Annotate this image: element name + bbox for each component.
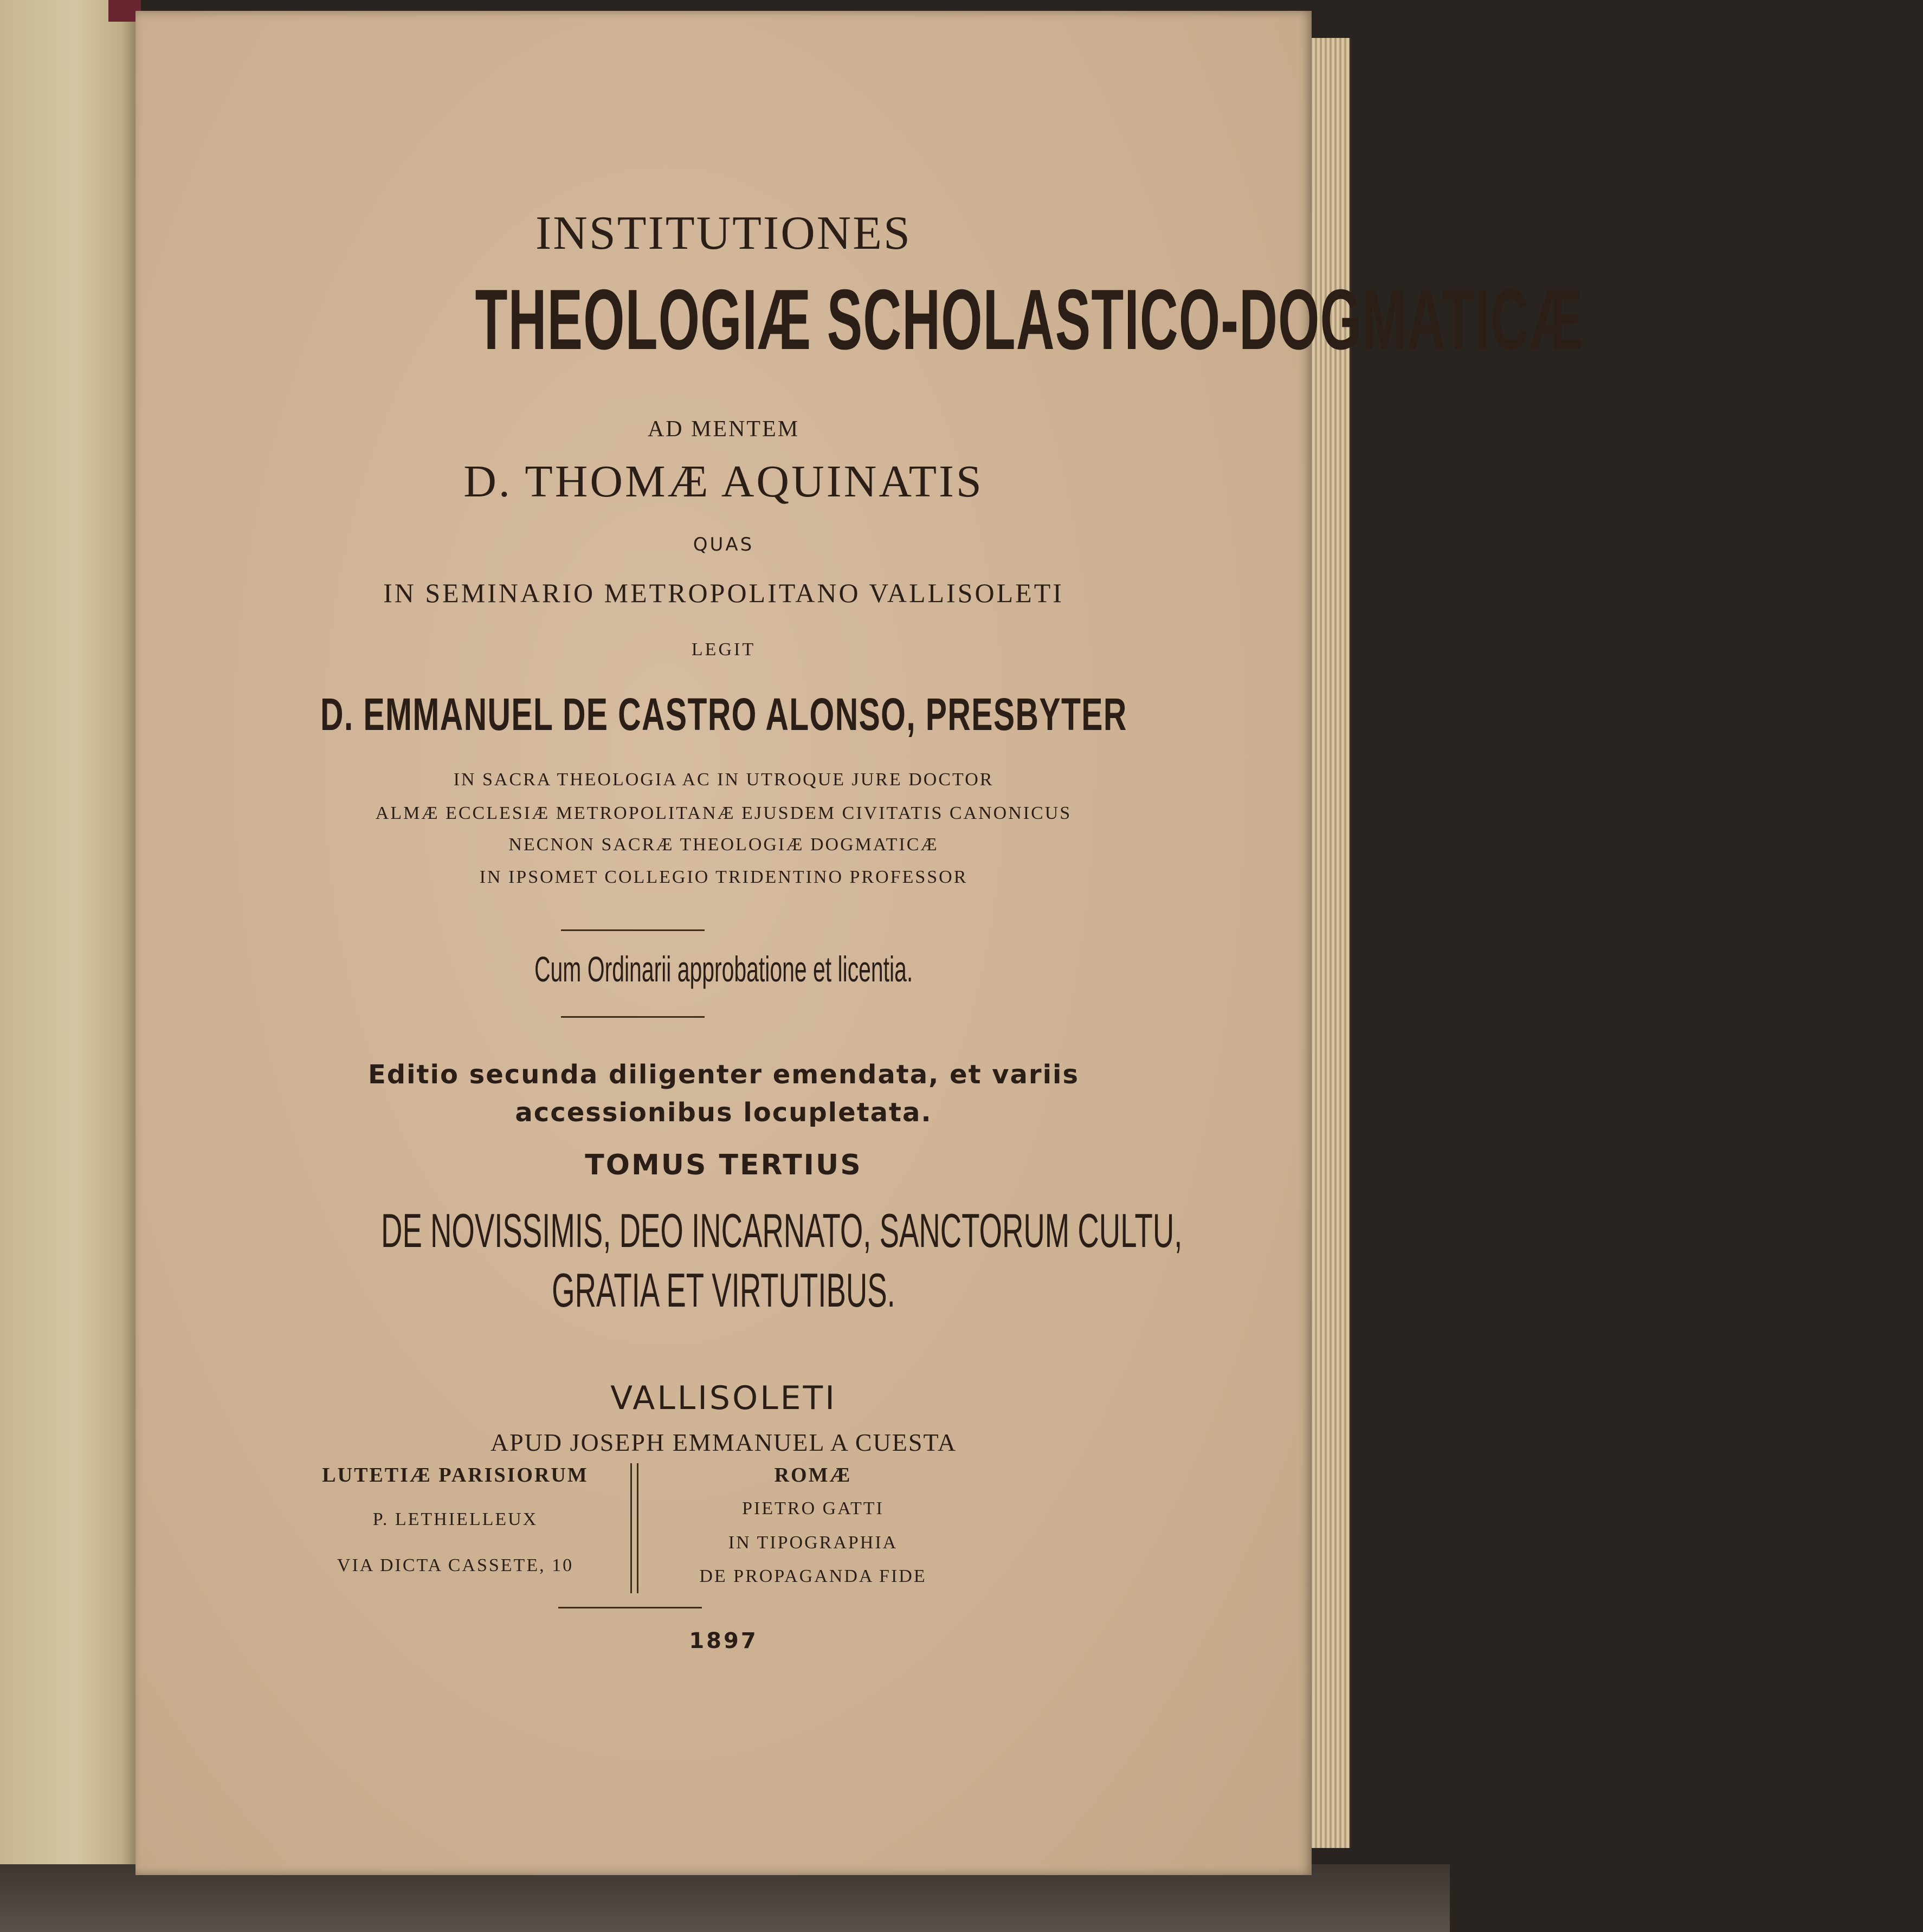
divider-rule [561,1016,705,1018]
title-line-6: IN SEMINARIO METROPOLITANO VALLISOLETI [383,578,1064,608]
credential-line: IN IPSOMET COLLEGIO TRIDENTINO PROFESSOR [479,867,968,887]
left-page [0,0,138,1881]
contents-wrap-2 [135,1263,1312,1317]
approbation-wrap [135,948,1312,997]
author-wrap [135,688,1312,748]
author-name: D. EMMANUEL DE CASTRO ALONSO, PRESBYTER [320,689,1127,740]
approbation-text: Cum Ordinarii approbatione et licentia. [534,949,913,989]
title-line-3: AD MENTEM [647,417,800,442]
credential-line: ALMÆ ECCLESIÆ METROPOLITANÆ EJUSDEM CIVITATIS CANONICUS [375,803,1072,823]
divider-rule [561,929,705,931]
title-line-4: D. THOMÆ AQUINATIS [463,456,984,507]
right-imprint-line-3: IN TIPOGRAPHIA [728,1533,898,1553]
left-imprint-printer: P. LETHIELLEUX [372,1509,538,1529]
column-divider [630,1463,632,1593]
publication-year: 1897 [689,1629,758,1653]
right-imprint-line-4: DE PROPAGANDA FIDE [699,1566,927,1586]
contents-wrap-1 [135,1203,1312,1257]
publisher-line: APUD JOSEPH EMMANUEL A CUESTA [490,1429,957,1456]
edition-line-1: Editio secunda diligenter emendata, et variis [367,1059,1080,1090]
contents-line-2: GRATIA ET VIRTUTIBUS. [552,1263,895,1317]
right-imprint-city: ROMÆ [774,1464,852,1487]
title-line-7: LEGIT [691,639,756,660]
divider-rule [558,1607,702,1608]
credential-line: IN SACRA THEOLOGIA AC IN UTROQUE JURE DOCTOR [453,770,994,790]
column-divider [637,1463,638,1593]
edition-line-2: accessionibus locupletata. [515,1097,932,1128]
main-title: THEOLOGIÆ SCHOLASTICO-DOGMATICÆ [475,272,1584,367]
contents-line-1: DE NOVISSIMIS, DEO INCARNATO, SANCTORUM CULTU, [381,1204,1183,1257]
volume-label: TOMUS TERTIUS [585,1149,862,1181]
credential-line: NECNON SACRÆ THEOLOGIÆ DOGMATICÆ [508,835,939,855]
title-page [135,11,1584,1875]
left-imprint-address: VIA DICTA CASSETE, 10 [337,1555,574,1575]
main-title-wrap [135,271,1584,396]
left-imprint-city: LUTETIÆ PARISIORUM [322,1464,589,1487]
imprint-city: VALLISOLETI [610,1379,837,1417]
right-imprint-printer: PIETRO GATTI [742,1498,884,1519]
title-line-5: QUAS [693,534,754,555]
title-line-1: INSTITUTIONES [535,207,912,260]
